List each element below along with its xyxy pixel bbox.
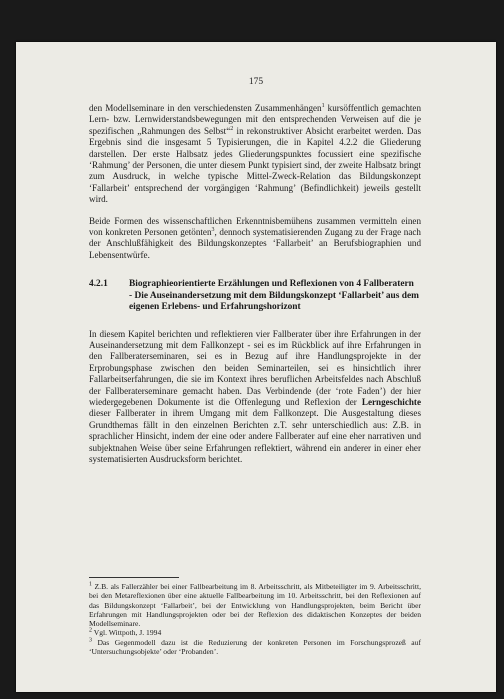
section-number: 4.2.1	[89, 279, 108, 290]
section-heading	[89, 279, 421, 313]
emphasis-lerngeschichte: Lerngeschichte	[361, 396, 421, 407]
footnote-text-2: Vgl. Wittpoth, J. 1994	[92, 628, 162, 638]
footnote-ref-2: 2	[230, 125, 234, 132]
page-body	[89, 103, 421, 465]
footnote-ref-1: 1	[321, 102, 325, 109]
paragraph-1-part-a: den Modellseminare in den verschiedensten Zusammenhängen	[89, 103, 322, 113]
paragraph-1-part-c: in rekonstruktiver Absicht erarbeitet werden. Das Ergebnis sind die insgesamt 5 Typisierungen, die in Kapitel 4.2.2 die Gliederung darstellen. Der erste Halbsatz jedes Gliederungspunktes focussiert eine spezifische ‘Rahmung’ der Personen, die unter diesem Punkt typisiert sind, der zweite Halbsatz bringt zum Ausdruck, in welche typische Mittel-Zweck-Relation das Bildungskonzept ‘Fallarbeit’ entsprechend der vorgängigen ‘Rahmung’ (Befindlichkeit) jeweils gestellt wird.	[89, 125, 421, 205]
footnote-text-1: Z.B. als Fallerzähler bei einer Fallbearbeitung im 8. Arbeitsschritt, als Mitbeteiligter im 9. Arbeitsschritt, bei den Metareflexionen über eine aktuelle Fallbearbeitung im 10. Arbeitsschritt, bei den Reflexionen auf das Bildungskonzept ‘Fallarbeit’, bei der Entwicklung von Handlungsprojekten, beim Bericht über Erfahrungen mit Handlungsprojekten oder bei der Reflexion des didaktischen Konzeptes der beiden Modellseminare.	[89, 582, 421, 629]
paragraph-2-part-b: , dennoch systematisierenden Zugang zu der Frage nach der Anschlußfähigkeit des Bildungskonzeptes ‘Fallarbeit’ an Berufsbiographien und Lebensentwürfe.	[89, 227, 421, 260]
footnotes	[89, 577, 421, 656]
footnote-mark-2: 2	[89, 627, 92, 634]
footnote-mark-3: 3	[89, 637, 92, 644]
footnote-3	[89, 638, 421, 657]
paragraph-3	[89, 329, 421, 466]
footnote-2	[89, 628, 421, 637]
footnote-mark-1: 1	[89, 581, 92, 588]
footnote-1	[89, 582, 421, 628]
section-title-block	[129, 279, 421, 313]
book-page	[16, 42, 496, 692]
paragraph-1	[89, 103, 421, 206]
footnote-ref-3: 3	[211, 227, 215, 234]
paragraph-2	[89, 216, 421, 262]
paragraph-2-part-a: Beide Formen des wissenschaftlichen Erkenntnisbemühens zusammen vermitteln einen von konkreten Personen getönten	[89, 215, 421, 238]
section-subtitle: - Die Auseinandersetzung mit dem Bildungskonzept ‘Fallarbeit’ aus dem eigenen Erlebens- und Erfahrungshorizont	[129, 290, 419, 313]
paragraph-3-part-b: dieser Fallberater in ihrem Umgang mit dem Fallkonzept. Die Ausgestaltung dieses Grundthemas fällt in den einzelnen Berichten z.T. sehr unterschiedlich aus: Z.B. in sprachlicher Hinsicht, indem der eine oder andere Fallberater auf eine eher narrativen und subjektnahen Weise über seine Erfahrungen reflektiert, während ein anderer in einer eher systematisierten Ausdrucksform berichtet.	[89, 408, 421, 464]
footnote-divider	[89, 577, 179, 578]
footnote-text-3: Das Gegenmodell dazu ist die Reduzierung der konkreten Personen im Forschungsprozeß auf ‘Untersuchungsobjekte’ oder ‘Probanden’.	[89, 637, 421, 657]
paragraph-1-part-b: kursöffentlich gemachten Lern- bzw. Lernwiderstandsbewegungen mit den entsprechenden Verweisen auf die je spezifischen „Rahmungen des Selbst“	[89, 103, 421, 136]
paragraph-3-part-a: In diesem Kapitel berichten und reflektieren vier Fallberater über ihre Erfahrungen in der Auseinandersetzung mit dem Fallkonzept - sei es im Rückblick auf ihre Erfahrungen in den Fallberaterseminaren, sei es in Bezug auf ihre Handlungsprojekte in der Erprobungsphase zwischen den beiden Seminarteilen, sei es hinsichtlich ihrer Fallarbeitserfahrungen, die sie im Kontext ihres beruflichen Arbeitsfeldes nach Abschluß der Fallberaterseminare gemacht haben. Das Verbindende (der ‘rote Faden’) der hier wiedergegebenen Dokumente ist die Offenlegung und Reflexion der	[89, 328, 421, 407]
page-number: 175	[248, 77, 264, 87]
section-title: Biographieorientierte Erzählungen und Reflexionen von 4 Fallberatern	[129, 279, 414, 290]
